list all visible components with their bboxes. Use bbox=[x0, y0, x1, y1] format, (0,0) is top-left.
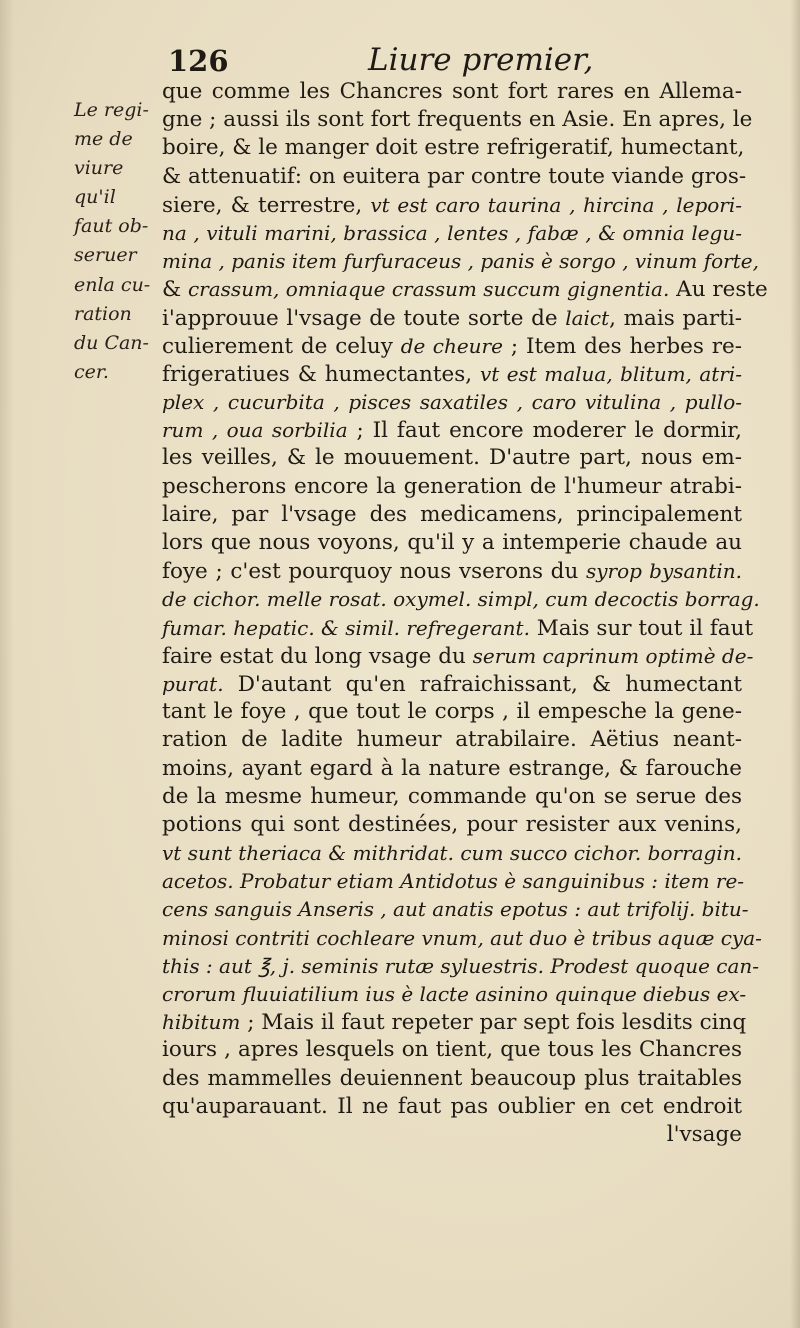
page-shadow-left bbox=[0, 0, 14, 1328]
text-line bbox=[162, 924, 762, 952]
margin-note-line: me de bbox=[74, 128, 133, 151]
latin-italic-text: plex , cucurbita , pisces saxatiles , caro vitulina , pullo- bbox=[162, 390, 742, 415]
french-text: frigeratiues & humectantes, bbox=[162, 361, 480, 387]
page-number: 126 bbox=[168, 44, 229, 78]
french-text: potions qui sont destinées, pour resister aux venins, bbox=[162, 811, 742, 837]
french-text: de la mesme humeur, commande qu'on se serue des bbox=[162, 783, 742, 809]
french-text: ; Item des herbes re- bbox=[502, 333, 742, 359]
text-line bbox=[162, 247, 759, 275]
french-text: qu'auparauant. Il ne faut pas oublier en cet endroit bbox=[162, 1093, 742, 1119]
text-line bbox=[162, 811, 742, 839]
margin-note-line: enla cu- bbox=[74, 273, 151, 296]
french-text: iours , apres lesquels on tient, que tous les Chancres bbox=[162, 1037, 742, 1063]
latin-italic-text: hibitum bbox=[162, 1010, 241, 1035]
margin-note-line: du Can- bbox=[74, 331, 149, 354]
text-line bbox=[162, 783, 742, 811]
page-shadow-right bbox=[790, 0, 800, 1328]
latin-italic-text: this : aut ℥, j. seminis rutæ syluestris. Prodest quoque can- bbox=[162, 953, 760, 978]
margin-note bbox=[74, 96, 158, 387]
margin-note-line: qu'il bbox=[74, 186, 116, 209]
text-line bbox=[162, 1121, 742, 1149]
french-text: laire, par l'vsage des medicamens, principalement bbox=[162, 501, 742, 527]
running-title: Liure premier, bbox=[368, 42, 594, 78]
text-line bbox=[162, 501, 742, 529]
text-line bbox=[162, 78, 742, 106]
latin-italic-text: de cichor. melle rosat. oxymel. simpl, cum decoctis borrag. bbox=[162, 587, 760, 612]
text-line bbox=[162, 191, 742, 219]
margin-note-line: Le regi- bbox=[74, 99, 149, 121]
french-text: ; Il faut encore moderer le dormir, bbox=[347, 418, 743, 444]
french-text: boire, & le manger doit estre refrigeratif, humectant, bbox=[162, 135, 745, 161]
latin-italic-text: serum caprinum optimè de- bbox=[472, 643, 754, 668]
text-line bbox=[162, 388, 742, 416]
text-line bbox=[162, 755, 742, 783]
french-text: , mais parti- bbox=[609, 305, 742, 331]
latin-italic-text: de cheure bbox=[400, 333, 503, 358]
french-text: D'autant qu'en rafraichissant, & humectant bbox=[223, 671, 742, 697]
french-text: pescherons encore la generation de l'humeur atrabi- bbox=[162, 473, 742, 499]
text-line bbox=[162, 980, 747, 1008]
french-text: faire estat du long vsage du bbox=[162, 643, 473, 669]
text-line bbox=[162, 416, 742, 444]
latin-italic-text: mina , panis item furfuraceus , panis è sorgo , vinum forte, bbox=[162, 249, 759, 274]
latin-italic-text: vt est caro taurina , hircina , lepori- bbox=[370, 192, 742, 217]
french-text: l'vsage bbox=[666, 1121, 742, 1147]
text-line bbox=[162, 275, 768, 303]
margin-note-line: cer. bbox=[74, 360, 109, 383]
text-line bbox=[162, 304, 742, 332]
text-line bbox=[162, 698, 742, 726]
text-line bbox=[162, 670, 742, 698]
text-line bbox=[162, 1093, 742, 1121]
latin-italic-text: syrop bysantin. bbox=[585, 559, 742, 584]
text-line bbox=[162, 163, 747, 191]
french-text: tant le foye , que tout le corps , il empesche la gene- bbox=[162, 699, 742, 725]
latin-italic-text: laict bbox=[565, 305, 610, 330]
body-text bbox=[162, 78, 768, 1149]
latin-italic-text: vt est malua, blitum, atri- bbox=[479, 361, 742, 386]
french-text: les veilles, & le mouuement. D'autre part, nous em- bbox=[162, 445, 742, 471]
text-line bbox=[162, 360, 742, 388]
latin-italic-text: acetos. Probatur etiam Antidotus è sanguinibus : item re- bbox=[162, 869, 745, 894]
french-text: Mais sur tout il faut bbox=[529, 615, 754, 641]
text-line bbox=[162, 1036, 742, 1064]
french-text: & attenuatif: on euitera par contre toute viande gros- bbox=[162, 163, 747, 189]
french-text: culierement de celuy bbox=[162, 333, 401, 359]
latin-italic-text: purat. bbox=[162, 671, 224, 696]
text-line bbox=[162, 1065, 742, 1093]
latin-italic-text: na , vituli marini, brassica , lentes , fabæ , & omnia legu- bbox=[162, 220, 742, 245]
french-text: siere, & terrestre, bbox=[162, 192, 371, 218]
text-line bbox=[162, 473, 742, 501]
latin-italic-text: crassum, omniaque crassum succum gignentia. bbox=[187, 277, 670, 302]
french-text: i'approuue l'vsage de toute sorte de bbox=[162, 305, 566, 331]
text-line bbox=[162, 614, 754, 642]
text-line bbox=[162, 585, 760, 613]
french-text: ; Mais il faut repeter par sept fois lesdits cinq bbox=[240, 1010, 747, 1036]
text-line bbox=[162, 332, 742, 360]
latin-italic-text: cens sanguis Anseris , aut anatis epotus : aut trifolij. bitu- bbox=[162, 897, 749, 922]
french-text: ration de ladite humeur atrabilaire. Aëtius neant- bbox=[162, 727, 742, 753]
text-line bbox=[162, 529, 742, 557]
text-line bbox=[162, 557, 742, 585]
margin-note-line: faut ob- bbox=[74, 215, 149, 238]
text-line bbox=[162, 106, 753, 134]
latin-italic-text: rum , oua sorbilia bbox=[162, 418, 348, 443]
text-line bbox=[162, 642, 754, 670]
text-line bbox=[162, 444, 742, 472]
margin-note-line: viure bbox=[74, 157, 124, 180]
french-text: Au reste bbox=[669, 277, 768, 303]
french-text: lors que nous voyons, qu'il y a intemperie chaude au bbox=[162, 530, 742, 555]
latin-italic-text: fumar. hepatic. & simil. refregerant. bbox=[162, 615, 530, 640]
french-text: gne ; aussi ils sont fort frequents en Asie. En apres, le bbox=[162, 107, 753, 133]
text-line bbox=[162, 1008, 747, 1036]
french-text: foye ; c'est pourquoy nous vserons du bbox=[162, 559, 586, 585]
text-line bbox=[162, 867, 745, 895]
french-text: que comme les Chancres sont fort rares en Allema- bbox=[162, 79, 742, 104]
latin-italic-text: minosi contriti cochleare vnum, aut duo è tribus aquæ cya- bbox=[162, 925, 762, 950]
latin-italic-text: crorum fluuiatilium ius è lacte asinino quinque diebus ex- bbox=[162, 982, 747, 1006]
margin-note-line: seruer bbox=[74, 244, 137, 267]
text-line bbox=[162, 726, 742, 754]
text-line bbox=[162, 134, 745, 162]
text-line bbox=[162, 839, 742, 867]
french-text: & bbox=[162, 277, 188, 303]
margin-note-line: ration bbox=[74, 302, 132, 325]
latin-italic-text: vt sunt theriaca & mithridat. cum succo cichor. borragin. bbox=[162, 841, 742, 866]
text-line bbox=[162, 219, 742, 247]
text-line bbox=[162, 895, 749, 923]
french-text: des mammelles deuiennent beaucoup plus traitables bbox=[162, 1065, 742, 1091]
text-line bbox=[162, 952, 760, 980]
french-text: moins, ayant egard à la nature estrange, & farouche bbox=[162, 755, 742, 781]
